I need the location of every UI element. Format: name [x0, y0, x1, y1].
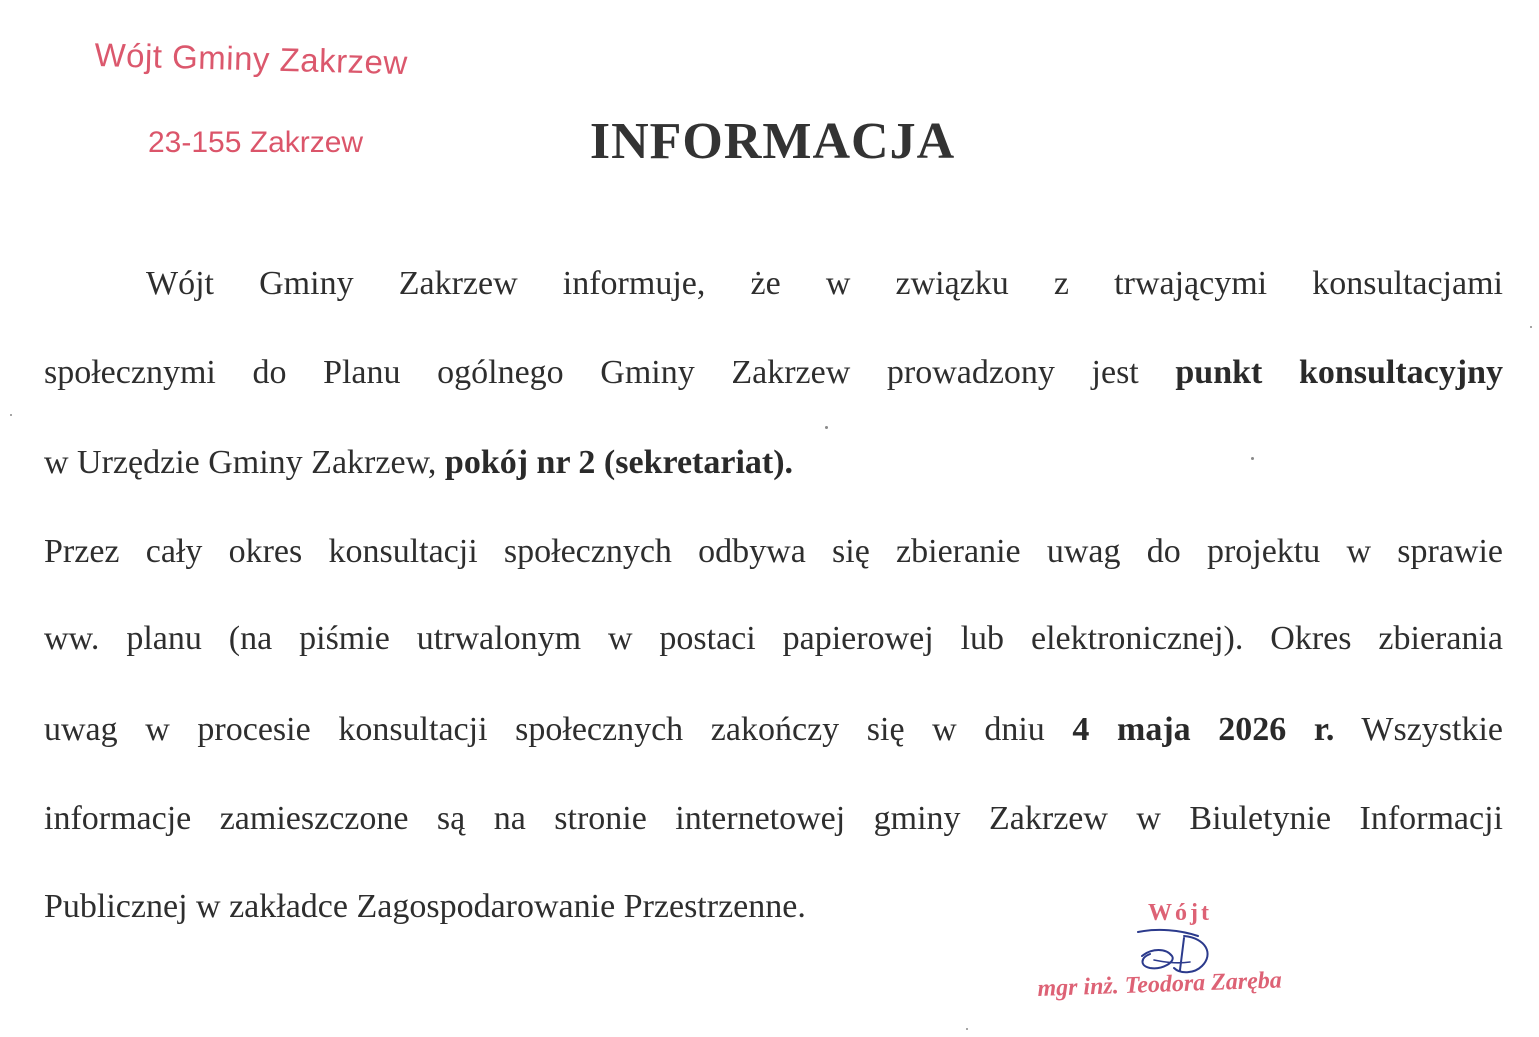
body-line-8: Publicznej w zakładce Zagospodarowanie Przestrzenne.	[44, 888, 806, 925]
body-text-bold: 4 maja 2026 r.	[1072, 711, 1335, 748]
scan-speck	[1530, 326, 1532, 328]
signature-role-stamp: Wójt	[1148, 900, 1212, 926]
scan-speck	[10, 414, 12, 416]
body-line-3	[44, 443, 1503, 483]
body-text: Wójt Gminy Zakrzew informuje, że w związku z trwającymi konsultacjami	[146, 265, 1503, 302]
body-text: w Urzędzie Gminy Zakrzew,	[44, 444, 445, 481]
scan-speck	[966, 1028, 968, 1030]
scan-speck	[1251, 457, 1254, 460]
document-title: INFORMACJA	[589, 113, 956, 170]
body-line-1	[44, 264, 1503, 304]
body-line-5: ww. planu (na piśmie utrwalonym w postaci papierowej lub elektronicznej). Okres zbierania	[44, 620, 1503, 657]
body-text: społecznymi do Planu ogólnego Gminy Zakrzew prowadzony jest	[44, 354, 1176, 391]
stamp-office-name: Wójt Gminy Zakrzew	[94, 36, 409, 82]
body-line-7: informacje zamieszczone są na stronie internetowej gminy Zakrzew w Biuletynie Informacji	[44, 800, 1503, 837]
body-text: uwag w procesie konsultacji społecznych zakończy się w dniu	[44, 711, 1073, 748]
body-text-bold: punkt konsultacyjny	[1175, 354, 1503, 391]
signature-name-stamp: mgr inż. Teodora Zaręba	[1037, 967, 1283, 1002]
body-text: Wszystkie	[1334, 711, 1504, 748]
scan-speck	[825, 426, 828, 429]
stamp-postal-address: 23-155 Zakrzew	[148, 126, 364, 159]
body-line-4: Przez cały okres konsultacji społecznych odbywa się zbieranie uwag do projektu w sprawie	[44, 533, 1503, 570]
body-text-bold: pokój nr 2 (sekretariat).	[444, 444, 794, 481]
body-line-6	[44, 710, 1503, 750]
body-line-2	[44, 353, 1503, 393]
